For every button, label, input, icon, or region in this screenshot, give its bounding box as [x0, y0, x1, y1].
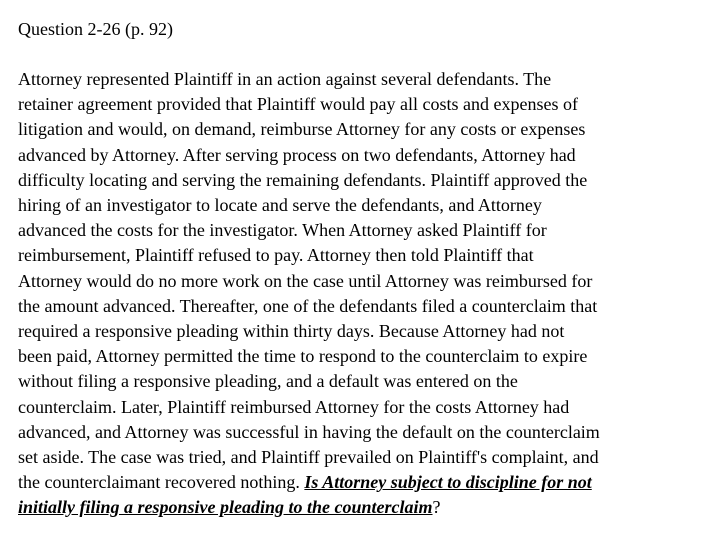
question-emphasis: Is Attorney subject to discipline for not [304, 472, 592, 493]
body-line: the amount advanced. Thereafter, one of the defendants filed a counterclaim that [18, 295, 598, 316]
body-line: difficulty locating and serving the remaining defendants. Plaintiff approved the [18, 169, 588, 190]
question-mark: ? [432, 497, 441, 518]
body-line: advanced by Attorney. After serving process on two defendants, Attorney had [18, 144, 576, 165]
body-line: Attorney represented Plaintiff in an action against several defendants. The [18, 69, 552, 89]
body-line-prefix: the counterclaimant recovered nothing. [18, 472, 300, 493]
question-heading: Question 2-26 (p. 92) [18, 19, 173, 39]
body-line: retainer agreement provided that Plaintiff would pay all costs and expenses of [18, 94, 578, 115]
body-line: set aside. The case was tried, and Plaintiff prevailed on Plaintiff's complaint, and [18, 447, 599, 468]
body-line: been paid, Attorney permitted the time to respond to the counterclaim to expire [18, 346, 588, 367]
body-line: required a responsive pleading within thirty days. Because Attorney had not [18, 321, 565, 342]
body-line: litigation and would, on demand, reimburse Attorney for any costs or expenses [18, 119, 586, 140]
body-line: reimbursement, Plaintiff refused to pay. Attorney then told Plaintiff that [18, 245, 534, 266]
body-line: hiring of an investigator to locate and serve the defendants, and Attorney [18, 195, 542, 216]
question-emphasis: initially filing a responsive pleading to the counterclaim [18, 497, 433, 518]
body-line: Attorney would do no more work on the case until Attorney was reimbursed for [18, 270, 593, 291]
body-line: advanced, and Attorney was successful in having the default on the counterclaim [18, 421, 600, 442]
body-line [18, 470, 708, 495]
body-line [18, 495, 708, 520]
body-line: advanced the costs for the investigator. When Attorney asked Plaintiff for [18, 220, 547, 241]
body-line: counterclaim. Later, Plaintiff reimbursed Attorney for the costs Attorney had [18, 396, 570, 417]
body-line: without filing a responsive pleading, and a default was entered on the [18, 371, 518, 392]
question-body [18, 67, 708, 521]
